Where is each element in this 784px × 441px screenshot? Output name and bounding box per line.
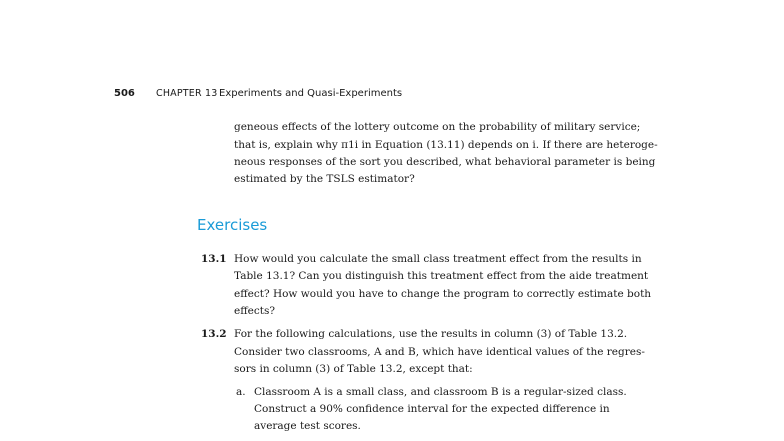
paragraph-line: that is, explain why π1i in Equation (13.11) depends on i. If there are heteroge- (234, 139, 658, 151)
chapter-title: Experiments and Quasi-Experiments (219, 88, 403, 99)
page-number: 506 (114, 88, 135, 99)
exercise-line: Table 13.1? Can you distinguish this treatment effect from the aide treatment (234, 270, 649, 282)
exercise-number: 13.1 (201, 253, 227, 265)
section-heading: Exercises (197, 216, 268, 234)
part-line: average test scores. (254, 420, 361, 432)
exercise-line: effect? How would you have to change the program to correctly estimate both (234, 288, 652, 300)
exercise-line: Consider two classrooms, A and B, which have identical values of the regres- (234, 346, 645, 358)
exercise-line: effects? (234, 305, 276, 317)
exercise-line: For the following calculations, use the results in column (3) of Table 13.2. (234, 328, 628, 340)
part-line: Classroom A is a small class, and classroom B is a regular-sized class. (254, 386, 627, 398)
part-line: Construct a 90% confidence interval for the expected difference in (254, 403, 610, 415)
exercise-line: sors in column (3) of Table 13.2, except that: (234, 363, 473, 375)
exercise-number: 13.2 (201, 328, 227, 340)
paragraph-line: geneous effects of the lottery outcome on the probability of military service; (234, 121, 641, 133)
paragraph-line: estimated by the TSLS estimator? (234, 173, 415, 185)
paragraph-line: neous responses of the sort you described, what behavioral parameter is being (234, 156, 656, 168)
part-label: a. (236, 386, 246, 398)
exercise-line: How would you calculate the small class treatment effect from the results in (234, 253, 642, 265)
chapter-label: CHAPTER 13 (156, 88, 218, 99)
